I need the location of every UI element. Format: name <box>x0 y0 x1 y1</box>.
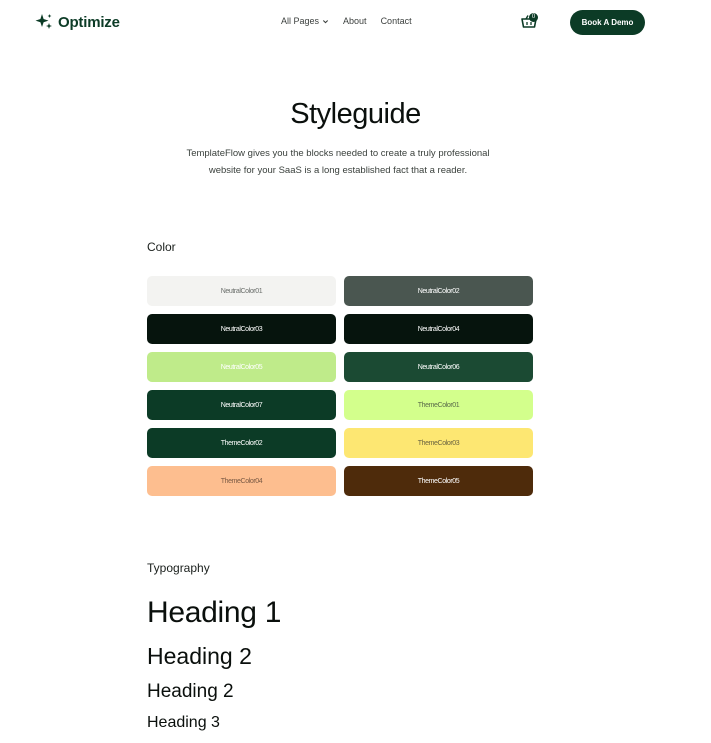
menu-item-label: About <box>343 16 367 26</box>
color-swatch <box>147 352 336 382</box>
menu-item-all-pages[interactable] <box>281 16 329 26</box>
cart-count-badge: 0 <box>529 13 538 22</box>
brand-name: Optimize <box>58 13 120 31</box>
swatch-label: NeutralColor05 <box>220 363 263 371</box>
swatch-label: ThemeColor04 <box>220 477 263 485</box>
heading-1-sample: Heading 1 <box>147 596 282 629</box>
color-swatch <box>344 276 533 306</box>
color-swatch <box>344 428 533 458</box>
color-swatch <box>147 314 336 344</box>
swatch-label: NeutralColor02 <box>417 287 460 295</box>
brand-logo[interactable] <box>34 12 120 32</box>
color-swatch-grid <box>147 276 532 496</box>
heading-3-sample: Heading 3 <box>147 714 220 731</box>
book-demo-button[interactable]: Book A Demo <box>570 10 645 35</box>
sparkle-icon <box>34 12 54 32</box>
color-swatch <box>344 314 533 344</box>
menu-item-label: Contact <box>380 16 412 26</box>
swatch-label: ThemeColor02 <box>220 439 263 447</box>
swatch-label: NeutralColor07 <box>220 401 263 409</box>
menu-item-label: All Pages <box>281 16 320 26</box>
heading-2-sample: Heading 2 <box>147 643 252 669</box>
main-menu <box>281 16 412 26</box>
swatch-label: NeutralColor04 <box>417 325 460 333</box>
swatch-label: ThemeColor03 <box>417 439 460 447</box>
typography-section-title: Typography <box>147 561 210 575</box>
color-section-title: Color <box>147 240 176 254</box>
color-swatch <box>344 352 533 382</box>
color-swatch <box>147 276 336 306</box>
menu-item-about[interactable] <box>343 16 367 26</box>
color-swatch <box>344 466 533 496</box>
color-swatch <box>147 466 336 496</box>
chevron-down-icon <box>322 18 329 25</box>
swatch-label: ThemeColor01 <box>417 401 460 409</box>
page-title: Styleguide <box>290 98 421 130</box>
heading-2-small-sample: Heading 2 <box>147 681 234 702</box>
navbar <box>0 0 711 44</box>
color-swatch <box>344 390 533 420</box>
swatch-label: NeutralColor06 <box>417 363 460 371</box>
color-swatch <box>147 390 336 420</box>
swatch-label: ThemeColor05 <box>417 477 460 485</box>
swatch-label: NeutralColor01 <box>220 287 263 295</box>
swatch-label: NeutralColor03 <box>220 325 263 333</box>
menu-item-contact[interactable] <box>381 16 412 26</box>
color-swatch <box>147 428 336 458</box>
page-subtitle: TemplateFlow gives you the blocks needed to create a truly professional website for your SaaS is a long established fact that a reader. <box>186 148 490 176</box>
